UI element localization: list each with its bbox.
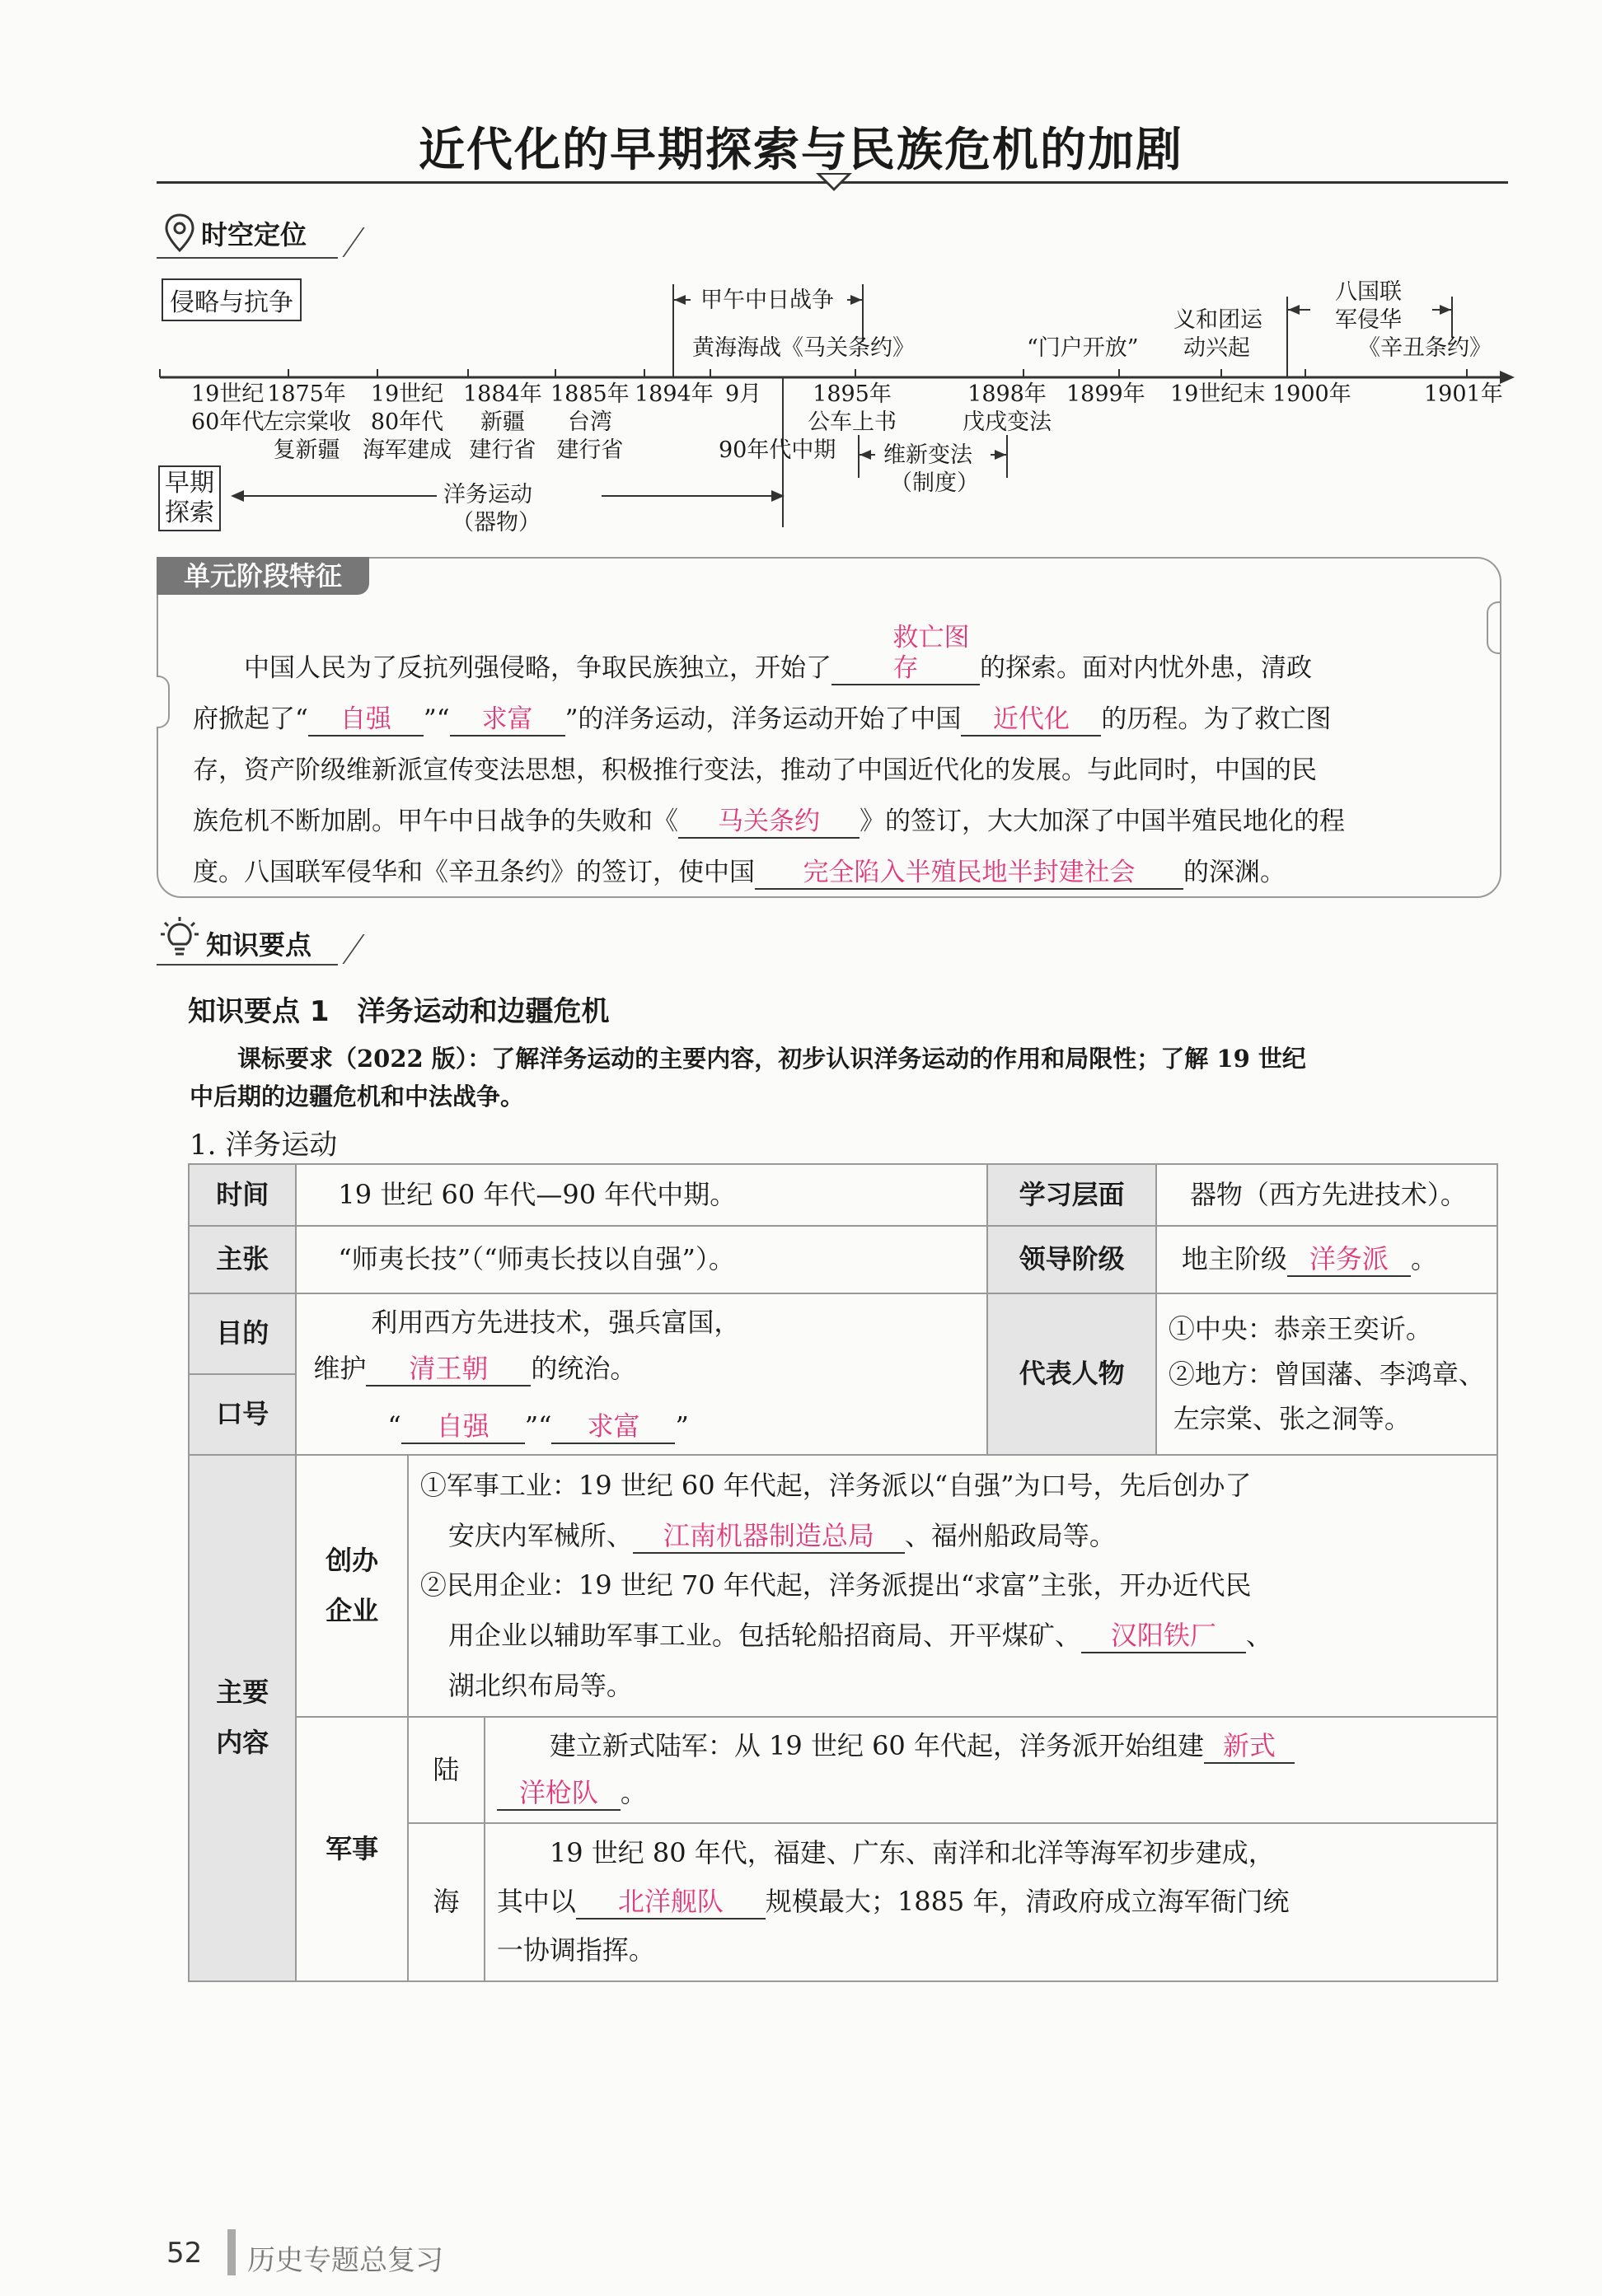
tick-line2: 台湾 — [567, 409, 612, 435]
cell-aim-slogan — [296, 1293, 987, 1455]
text: 中国人民为了反抗列强侵略，争取民族独立，开始了 — [244, 653, 831, 684]
text: 。 — [620, 1777, 647, 1809]
main-h2: 内容 — [216, 1727, 269, 1759]
tick-line2: 60年代 — [191, 409, 265, 435]
timeline-battle: 黄海海战《马关条约》 — [692, 335, 915, 361]
text: ” — [675, 1410, 689, 1442]
section-rule — [157, 257, 338, 259]
cell-level-value: 器物（西方先进技术）。 — [1156, 1164, 1497, 1226]
text: 的统治。 — [531, 1352, 637, 1384]
section-rule-tail — [312, 934, 364, 964]
kp1-requirement — [190, 1040, 1508, 1115]
ent-line — [420, 1511, 1485, 1561]
page-number: 52 — [166, 2237, 203, 2270]
cell-sea-value — [485, 1823, 1497, 1981]
timeline-tick — [262, 381, 351, 464]
text: 、 — [1245, 1620, 1272, 1652]
box-notch-left — [157, 676, 170, 728]
timeline-treaty: 《辛丑条约》 — [1358, 335, 1492, 361]
text: 、福州船政局等。 — [904, 1519, 1116, 1551]
aim-line2 — [313, 1345, 975, 1391]
kp1-heading: 知识要点 1 洋务运动和边疆危机 — [188, 995, 610, 1028]
timeline-tick: 1899年 — [1066, 381, 1145, 407]
answer-blank: 汉阳铁厂 — [1081, 1619, 1246, 1653]
timeline-tick — [191, 381, 264, 437]
tick-line2: 新疆 — [480, 409, 525, 435]
answer-blank: 马关条约 — [678, 807, 860, 839]
yangwu-table — [188, 1163, 1498, 1982]
cell-ent-value — [408, 1455, 1497, 1717]
text: “ — [387, 1410, 401, 1442]
tick-line2: 80年代 — [370, 409, 444, 435]
text: 的探索。面对内忧外患，清政 — [980, 653, 1312, 684]
cell-leader-header: 领导阶级 — [987, 1226, 1156, 1293]
cell-mil-header: 军事 — [296, 1717, 407, 1981]
cell-land-header: 陆 — [408, 1717, 485, 1823]
timeline-tick: 1901年 — [1424, 381, 1503, 407]
text: 安庆内军械所、 — [447, 1519, 633, 1551]
page-title: 近代化的早期探索与民族危机的加剧 — [419, 124, 1183, 177]
answer-blank: 洋枪队 — [497, 1776, 621, 1811]
answer-blank: 江南机器制造总局 — [633, 1519, 905, 1554]
land-line — [497, 1723, 1485, 1770]
cell-leader-value — [1156, 1226, 1497, 1293]
cell-ent-header — [296, 1455, 407, 1717]
timeline-tick — [463, 381, 542, 464]
timeline-tick: 9月 — [725, 381, 762, 407]
para-line — [193, 796, 1487, 847]
tick-line1: 19世纪 — [191, 381, 265, 407]
timeline-open-door: “门户开放” — [1027, 335, 1139, 361]
tick-line2: 戊戌变法 — [963, 409, 1052, 435]
rep-line2: ②地方：曾国藩、李鸿章、 — [1168, 1358, 1485, 1390]
text: 其中以 — [496, 1886, 576, 1918]
timeline-yangwu-sub: （器物） — [452, 510, 541, 535]
text: ”“ — [524, 1410, 552, 1442]
text: 》的签订，大大加深了中国半殖民地化的程 — [860, 807, 1345, 837]
sea-line: 一协调指挥。 — [496, 1934, 655, 1966]
rep-line1: ①中央：恭亲王奕䜣。 — [1168, 1313, 1432, 1345]
answer-blank: 求富 — [450, 704, 565, 736]
timeline-tick: 1900年 — [1272, 381, 1351, 407]
tick-line2: 左宗棠收 — [262, 409, 351, 435]
answer-blank: 自强 — [401, 1410, 525, 1444]
req-line: 中后期的边疆危机和中法战争。 — [190, 1083, 525, 1111]
text: 地主阶级 — [1181, 1243, 1287, 1275]
cell-main-header — [189, 1455, 296, 1981]
tick-line1: 1895年 — [813, 381, 892, 407]
ent-h2: 企业 — [326, 1594, 379, 1626]
section-rule — [157, 964, 338, 966]
timeline-allied-1: 八国联 — [1335, 279, 1402, 305]
timeline-tick: 1894年 — [635, 381, 714, 407]
ent-line: ②民用企业：19 世纪 70 年代起，洋务派提出“求富”主张，开办近代民 — [419, 1569, 1252, 1602]
text: ”“ — [423, 704, 450, 735]
timeline-box-aggression: 侵略与抗争 — [162, 278, 302, 321]
stage-feature-tab: 单元阶段特征 — [157, 557, 369, 595]
timeline-allied-2: 军侵华 — [1335, 307, 1402, 333]
cell-idea-value: “师夷长技”（“师夷长技以自强”）。 — [296, 1226, 987, 1293]
text: 维护 — [313, 1352, 367, 1384]
para-line: 存，资产阶级维新派宣传变法思想，积极推行变法，推动了中国近代化的发展。与此同时，中国的民 — [193, 755, 1317, 786]
cell-level-header: 学习层面 — [987, 1164, 1156, 1226]
answer-blank: 北洋舰队 — [576, 1885, 766, 1920]
text: 建立新式陆军：从 19 世纪 60 年代起，洋务派开始组建 — [549, 1729, 1204, 1761]
timeline-tick — [550, 381, 630, 464]
tick-line1: 1898年 — [967, 381, 1047, 407]
land-line — [497, 1770, 1485, 1817]
cell-time-value: 19 世纪 60 年代—90 年代中期。 — [296, 1164, 987, 1226]
answer-blank: 救亡图存 — [831, 623, 980, 685]
cell-slogan-header: 口号 — [189, 1374, 296, 1455]
timeline-yangwu: 洋务运动 — [443, 482, 532, 507]
kp1-subheading: 1. 洋务运动 — [190, 1129, 338, 1162]
cell-idea-header: 主张 — [189, 1226, 296, 1293]
timeline-war-label: 甲午中日战争 — [700, 288, 834, 313]
para-line — [193, 694, 1487, 745]
req-line: 课标要求（2022 版）：了解洋务运动的主要内容，初步认识洋务运动的作用和局限性；了解 19 世纪 — [237, 1045, 1306, 1073]
book-title: 历史专题总复习 — [247, 2244, 443, 2277]
timeline-reform: 维新变法 — [883, 442, 972, 468]
timeline-boxer-2: 动兴起 — [1183, 335, 1250, 361]
text: 。 — [1410, 1243, 1437, 1275]
text: 府掀起了“ — [193, 704, 308, 735]
section-rule-tail — [312, 227, 364, 257]
cell-sea-header: 海 — [408, 1823, 485, 1981]
text: 的深渊。 — [1183, 858, 1286, 888]
cell-rep-value — [1156, 1293, 1497, 1455]
timeline-tick — [963, 381, 1052, 437]
answer-blank: 自强 — [308, 704, 424, 736]
cell-land-value — [485, 1717, 1497, 1823]
footer-bar — [227, 2229, 236, 2275]
sea-line — [497, 1877, 1485, 1926]
lightbulb-icon — [160, 916, 199, 959]
ent-line: ①军事工业：19 世纪 60 年代起，洋务派以“自强”为口号，先后创办了 — [419, 1469, 1252, 1501]
slogan-line — [313, 1403, 975, 1449]
tick-line1: 1884年 — [463, 381, 542, 407]
text: 规模最大；1885 年，清政府成立海军衙门统 — [765, 1886, 1290, 1918]
ent-line — [420, 1611, 1485, 1661]
answer-blank: 洋务派 — [1287, 1242, 1411, 1277]
cell-time-header: 时间 — [189, 1164, 296, 1226]
timeline-box-line1: 早期 — [165, 469, 214, 498]
section-knowledge: 知识要点 — [206, 929, 312, 961]
answer-blank: 求富 — [551, 1410, 675, 1444]
timeline-tick — [808, 381, 897, 437]
para-line — [193, 847, 1487, 898]
tick-line3: 复新疆 — [273, 437, 340, 463]
aim-line1: 利用西方先进技术，强兵富国， — [371, 1306, 741, 1338]
text: 的历程。为了救亡图 — [1101, 704, 1332, 735]
main-h1: 主要 — [216, 1676, 269, 1709]
stage-paragraph — [193, 623, 1487, 898]
tick-line3: 海军建成 — [363, 437, 452, 463]
tick-line3: 建行省 — [469, 437, 536, 463]
para-line — [193, 623, 1487, 694]
timeline-boxer: 义和团运 — [1173, 307, 1262, 333]
box-notch-right — [1487, 601, 1500, 654]
cell-rep-header: 代表人物 — [987, 1293, 1156, 1455]
title-notch-inner — [821, 175, 847, 188]
rep-line3: 左宗棠、张之洞等。 — [1173, 1402, 1411, 1434]
tick-line2: 公车上书 — [808, 409, 897, 435]
timeline-reform-sub: （制度） — [890, 470, 979, 496]
cell-aim-header: 目的 — [189, 1293, 296, 1374]
section-spacetime: 时空定位 — [201, 219, 307, 250]
timeline-box-line2: 探索 — [165, 498, 214, 527]
timeline-tick: 19世纪末 — [1170, 381, 1266, 407]
text: ”的洋务运动，洋务运动开始了中国 — [564, 704, 962, 735]
text: 度。八国联军侵华和《辛丑条约》的签订，使中国 — [193, 858, 755, 888]
timeline-mid90s: 90年代中期 — [719, 437, 836, 463]
tick-line1: 1875年 — [267, 381, 346, 407]
answer-blank: 完全陷入半殖民地半封建社会 — [755, 858, 1183, 890]
text: 用企业以辅助军事工业。包括轮船招商局、开平煤矿、 — [447, 1620, 1081, 1652]
ent-h1: 创办 — [326, 1544, 379, 1576]
text: 族危机不断加剧。甲午中日战争的失败和《 — [193, 807, 678, 837]
timeline-tick — [363, 381, 452, 464]
location-pin-icon — [163, 213, 196, 254]
answer-blank: 清王朝 — [366, 1352, 531, 1386]
tick-line1: 1885年 — [550, 381, 630, 407]
answer-blank: 新式 — [1204, 1729, 1295, 1764]
answer-blank: 近代化 — [961, 704, 1101, 736]
tick-line3: 建行省 — [556, 437, 624, 463]
ent-line: 湖北织布局等。 — [447, 1669, 633, 1701]
tick-line1: 19世纪 — [370, 381, 444, 407]
sea-line: 19 世纪 80 年代，福建、广东、南洋和北洋等海军初步建成， — [549, 1836, 1275, 1868]
